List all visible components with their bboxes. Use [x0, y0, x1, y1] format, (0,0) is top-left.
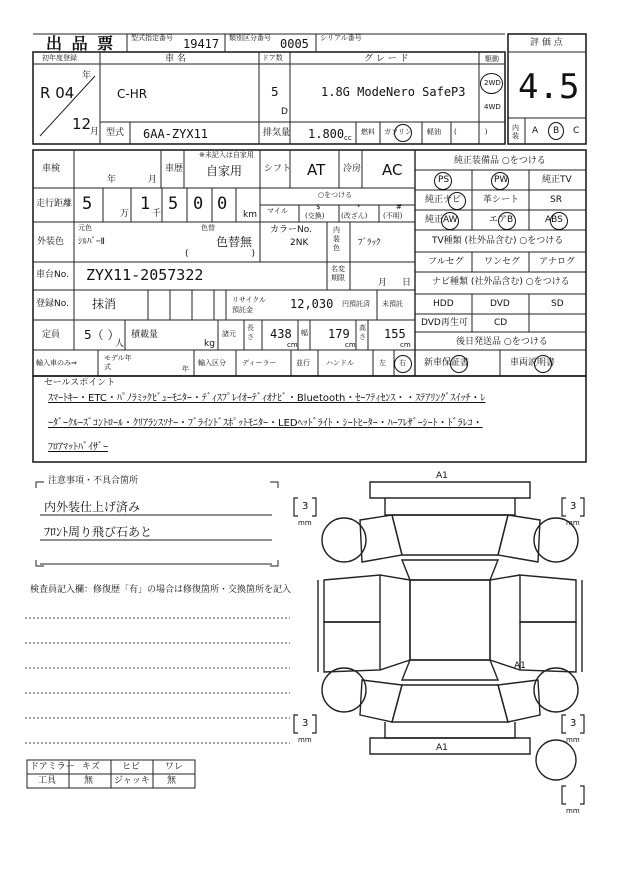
chassis-label: 車台No. — [36, 270, 69, 280]
interior-grade-c: C — [573, 126, 580, 136]
model-no-value: 19417 — [183, 37, 220, 51]
tv-oneseg: ワンセグ — [484, 257, 521, 267]
recycle-value: 12,030 — [290, 297, 334, 311]
width-unit: cm — [345, 341, 356, 349]
score-label: 評 価 点 — [530, 38, 563, 48]
sales-line-3: ﾌﾛｱﾏｯﾄﾊﾞｲｻﾞｰ — [48, 442, 108, 453]
grade-label: グ レ ー ド — [364, 54, 409, 64]
cooler-label: 冷房 — [343, 164, 362, 174]
interior-label: 内装 — [512, 124, 519, 140]
sales-line-1: ｽﾏｰﾄｷｰ・ETC・ﾊﾟﾉﾗﾐｯｸﾋﾞｭｰﾓﾆﾀｰ・ﾃﾞｨｽﾌﾟﾚｲｵｰﾃﾞｨｵﾅﾋﾞ・Bluetooth・ｾｰﾌﾃｨｾﾝｽ・・ｽﾃｱﾘﾝｸﾞｽｲｯﾁ・ﾚ — [48, 393, 486, 404]
mileage-digit-5: 0 — [217, 194, 228, 214]
first-reg-label: 初年度登録 — [42, 54, 77, 62]
notes-line-1: 内外装仕上げ済み — [44, 500, 141, 514]
legend-break: ワレ — [165, 762, 184, 772]
docs-manual-circle — [534, 355, 552, 373]
interior-grade-b: B — [553, 126, 560, 136]
score-value: 4.5 — [518, 67, 580, 107]
displacement-value: 1.800 — [308, 127, 345, 141]
nav-header: ナビ種類 (社外品含む) ○をつける — [432, 277, 570, 287]
tv-fullseg: フルセグ — [428, 257, 464, 267]
ext-color-label: 外装色 — [37, 237, 65, 247]
title-day: 日 — [402, 278, 412, 288]
oem-airbag: エアB — [489, 215, 514, 225]
oem-aw: 純正AW — [425, 215, 458, 225]
cooler-value: AC — [382, 161, 403, 179]
oem-leather: 革シート — [483, 195, 520, 205]
tv-header: TV種類 (社外品含む) ○をつける — [432, 236, 564, 246]
recycle-label: リサイクル預託金 — [232, 296, 267, 314]
title-change-label: 名変期限 — [331, 265, 345, 282]
legend-tools-value: 無 — [84, 776, 94, 786]
mark-rear: A1 — [436, 743, 448, 753]
chassis-value: ZYX11-2057322 — [86, 266, 204, 284]
mileage-digit-4: 0 — [193, 194, 204, 214]
shift-label: シフト — [264, 164, 292, 174]
mileage-digit-1: 5 — [82, 194, 93, 214]
handle-left: 左 — [379, 359, 386, 367]
oem-pw-circle — [491, 172, 509, 190]
tire-fl-value: 3 — [302, 501, 309, 512]
nav-hdd: HDD — [433, 299, 454, 309]
car-name-label: 車 名 — [165, 54, 186, 64]
oem-navi: 純正ナビ — [425, 195, 462, 205]
tire-rr-value: 3 — [570, 718, 577, 729]
model-year-label: モデル年式 — [104, 354, 132, 371]
inspector-label: 検査員記入欄：修復歴「有」の場合は修復箇所・交換箇所を記入 — [30, 585, 292, 595]
docs-warranty: 新車保証書 — [424, 358, 470, 368]
oem-ps-circle — [434, 172, 452, 190]
height-unit: cm — [400, 341, 411, 349]
color-change-value: 色替無 — [216, 235, 253, 249]
oem-sr: SR — [550, 195, 562, 205]
color-no-value: 2NK — [290, 238, 309, 248]
mark-side: A1 — [514, 661, 526, 671]
displacement-unit: cc — [344, 134, 352, 142]
mileage-digit-2: 1 — [140, 194, 151, 214]
fuel-label: 燃料 — [361, 128, 375, 136]
oem-tv: 純正TV — [542, 175, 572, 185]
year-unit: 年 — [82, 71, 92, 81]
nav-sd: SD — [551, 299, 564, 309]
drive-label: 駆動 — [485, 55, 499, 63]
sales-label: セールスポイント — [44, 378, 116, 388]
import-label: 輸入車のみ⇒ — [36, 359, 77, 367]
width-value: 179 — [328, 327, 350, 341]
model-no-label: 型式指定番号 — [131, 34, 173, 42]
import-type-label: 輸入区分 — [198, 359, 226, 367]
shift-value: AT — [307, 161, 326, 179]
capacity-label: 定員 — [42, 330, 61, 340]
month-unit: 月 — [90, 127, 100, 137]
mileage-digit-3: 5 — [168, 194, 179, 214]
load-label: 積載量 — [131, 330, 159, 340]
orig-color-value: ｼﾙﾊﾞｰⅡ — [78, 237, 105, 247]
mileage-unit-sen: 千 — [152, 209, 162, 219]
oil-bracket: ( ) — [454, 128, 488, 136]
tire-fl-unit: mm — [298, 519, 312, 527]
drive-2wd-circle — [480, 73, 503, 94]
mileage-unit-km: km — [243, 210, 257, 220]
oem-abs: ABS — [545, 215, 563, 225]
era-value: R 04 — [40, 84, 75, 102]
oem-navi-circle — [448, 192, 466, 210]
oem-ps: PS — [438, 175, 450, 185]
capacity-value: 5（ ） — [84, 328, 120, 342]
class-no-label: 類別区分番号 — [229, 34, 271, 42]
legend-jack: ジャッキ — [114, 776, 150, 786]
fuel-circle — [394, 124, 412, 142]
recycle-unpaid: 未預託 — [382, 300, 403, 308]
shaken-label: 車検 — [42, 164, 61, 174]
model-label: 型式 — [106, 128, 125, 138]
length-value: 438 — [270, 327, 292, 341]
height-value: 155 — [384, 327, 406, 341]
oil-label: 軽油 — [427, 128, 441, 136]
load-unit: kg — [204, 339, 215, 349]
nav-cd: CD — [494, 318, 508, 328]
month-value: 12 — [72, 115, 92, 133]
import-dealer: ディーラー — [242, 359, 277, 367]
meter-tampered-symbol: * — [357, 203, 361, 211]
length-label: 長さ — [247, 324, 254, 341]
doors-value: 5 — [271, 85, 279, 99]
interior-grade-circle — [548, 122, 564, 140]
tire-fr-value: 3 — [570, 501, 577, 512]
shaken-month-unit: 月 — [148, 175, 158, 185]
displacement-label: 排気量 — [263, 128, 291, 138]
meter-mile: マイル — [267, 207, 288, 215]
fuel-value: ガソリン — [384, 128, 412, 136]
legend-mirror: ドアミラー — [30, 762, 75, 772]
title-month: 月 — [378, 278, 388, 288]
oem-airbag-circle — [498, 212, 516, 230]
length-unit: cm — [287, 341, 298, 349]
recycle-unit: 円預託済 — [342, 300, 370, 308]
history-label: 車歴 — [165, 164, 184, 174]
model-value: 6AA-ZYX11 — [143, 127, 209, 141]
docs-manual: 車両説明書 — [510, 358, 556, 368]
oem-header: 純正装備品 ○をつける — [454, 156, 546, 166]
mileage-unit-man: 万 — [120, 209, 130, 219]
int-color-value: ﾌﾞﾗｯｸ — [358, 238, 381, 248]
handle-right-circle — [394, 355, 412, 373]
interior-grade-a: A — [532, 126, 539, 136]
tire-rl-unit: mm — [298, 736, 312, 744]
meter-tampered: (改ざん) — [341, 212, 368, 220]
legend-tools: 工具 — [38, 776, 57, 786]
doors-label: ドア数 — [262, 54, 283, 62]
meter-unknown: (不明) — [383, 212, 403, 220]
grade-value: 1.8G ModeNero SafeP3 — [321, 85, 466, 99]
meter-note: ○をつける — [318, 191, 353, 199]
meter-swap: (交換) — [305, 212, 325, 220]
docs-warranty-circle — [450, 355, 468, 373]
oem-abs-circle — [550, 212, 568, 230]
legend-scratch: キズ — [82, 762, 100, 772]
model-year-unit: 年 — [182, 365, 189, 373]
oem-pw: PW — [494, 175, 509, 185]
oem-aw-circle — [441, 212, 459, 230]
form-title: 出 品 票 — [46, 34, 116, 53]
history-value: 自家用 — [206, 164, 243, 178]
width-label: 幅 — [301, 329, 308, 337]
height-label: 高さ — [359, 324, 366, 341]
tire-rr-unit: mm — [566, 736, 580, 744]
serial-label: シリアル番号 — [320, 34, 362, 42]
tire-fr-unit: mm — [566, 519, 580, 527]
legend-jack-value: 無 — [167, 776, 177, 786]
orig-color-label: 元色 — [78, 224, 92, 232]
tire-rl-value: 3 — [302, 718, 309, 729]
car-name-value: C-HR — [117, 87, 148, 101]
drive-2wd: 2WD — [484, 79, 501, 87]
meter-swap-symbol: $ — [316, 203, 321, 211]
tv-analog: アナログ — [539, 257, 576, 267]
notes-line-2: ﾌﾛﾝﾄ周り飛び石あと — [44, 525, 153, 539]
nav-dvd-play: DVD再生可 — [421, 318, 468, 328]
reg-label: 登録No. — [36, 299, 69, 309]
handle-label: ハンドル — [326, 359, 354, 367]
import-parallel: 並行 — [296, 359, 310, 367]
handle-right: 右 — [399, 359, 406, 367]
nav-dvd: DVD — [490, 299, 510, 309]
spec-label: 諸元 — [222, 330, 236, 338]
tire-spare-unit: mm — [566, 807, 580, 815]
int-color-label: 内装色 — [333, 226, 340, 252]
mileage-label: 走行距離 — [36, 199, 73, 209]
class-no-value: 0005 — [280, 37, 309, 51]
color-change-label: 色替 — [201, 224, 215, 232]
shaken-year-unit: 年 — [107, 175, 117, 185]
color-bracket: ( ) — [185, 249, 256, 259]
meter-unknown-symbol: # — [396, 203, 402, 211]
color-no-label: カラーNo. — [270, 225, 312, 235]
drive-4wd: 4WD — [484, 103, 501, 111]
docs-header: 後日発送品 ○をつける — [456, 337, 548, 347]
notes-label: 注意事項・不具合箇所 — [48, 476, 139, 486]
sales-line-2: ｰﾀﾞｰｸﾙｰｽﾞｺﾝﾄﾛｰﾙ・ｸﾘｱﾗﾝｽｿﾅｰ・ﾌﾞﾗｲﾝﾄﾞｽﾎﾟｯﾄﾓﾆﾀｰ・LEDﾍｯﾄﾞﾗｲﾄ・ｼｰﾄﾋｰﾀｰ・ﾊｰﾌﾚｻﾞｰｼｰﾄ・ﾄﾞﾗﾚｺ・ — [48, 418, 483, 429]
car-diagram — [318, 482, 582, 780]
capacity-unit: 人 — [115, 339, 125, 349]
mark-front: A1 — [436, 471, 448, 481]
history-note: ※未記入は自家用 — [199, 151, 254, 159]
legend-crack: ヒビ — [122, 762, 141, 772]
reg-value: 抹消 — [92, 297, 117, 311]
door-type: D — [281, 107, 288, 117]
